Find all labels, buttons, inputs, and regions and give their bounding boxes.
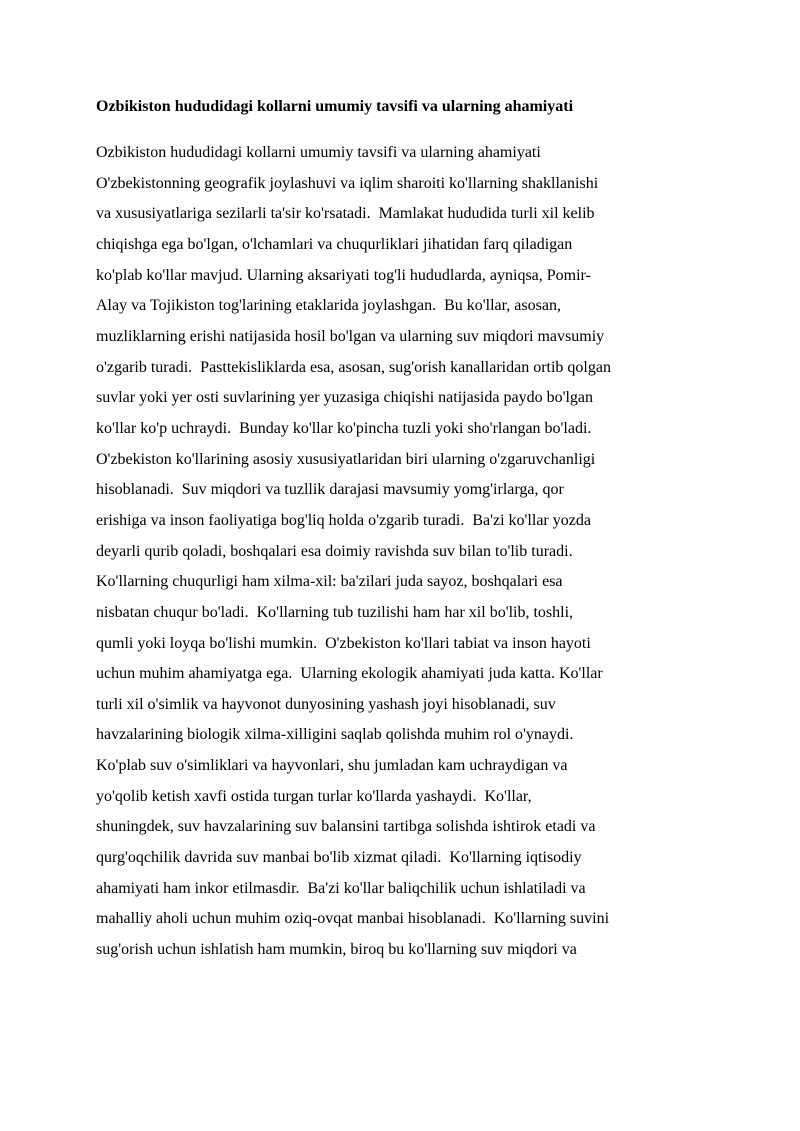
body-line: Alay va Tojikiston tog'larining etaklarida joylashgan. Bu ko'llar, asosan, [96,297,561,315]
body-line: yo'qolib ketish xavfi ostida turgan turlar ko'llarda yashaydi. Ko'llar, [96,787,532,805]
body-line: va xususiyatlariga sezilarli ta'sir ko'rsatadi. Mamlakat hududida turli xil kelib [96,205,595,223]
body-line: hisoblanadi. Suv miqdori va tuzllik darajasi mavsumiy yomg'irlarga, qor [96,481,564,499]
body-line: qurg'oqchilik davrida suv manbai bo'lib xizmat qiladi. Ko'llarning iqtisodiy [96,849,582,867]
document-body [96,138,716,966]
body-line: muzliklarning erishi natijasida hosil bo'lgan va ularning suv miqdori mavsumiy [96,327,605,345]
body-line: havzalarining biologik xilma-xilligini saqlab qolishda muhim rol o'ynaydi. [96,726,574,744]
body-line: ko'llar ko'p uchraydi. Bunday ko'llar ko'pincha tuzli yoki sho'rlangan bo'ladi. [96,419,592,437]
body-line: turli xil o'simlik va hayvonot dunyosining yashash joyi hisoblanadi, suv [96,695,556,713]
body-line: deyarli qurib qoladi, boshqalari esa doimiy ravishda suv bilan to'lib turadi. [96,542,573,560]
body-line: ko'plab ko'llar mavjud. Ularning aksariyati tog'li hududlarda, ayniqsa, Pomir- [96,266,591,284]
body-line: Ozbikiston hududidagi kollarni umumiy tavsifi va ularning ahamiyati [96,144,541,161]
body-line: O'zbekiston ko'llarining asosiy xususiyatlaridan biri ularning o'zgaruvchanligi [96,450,596,468]
body-line: shuningdek, suv havzalarining suv balansini tartibga solishda ishtirok etadi va [96,818,596,836]
body-line: O'zbekistonning geografik joylashuvi va iqlim sharoiti ko'llarning shakllanishi [96,174,599,192]
body-line: suvlar yoki yer osti suvlarining yer yuzasiga chiqishi natijasida paydo bo'lgan [96,389,593,407]
document-title: Ozbikiston hududidagi kollarni umumiy tavsifi va ularning ahamiyati [96,98,574,115]
body-line: Ko'llarning chuqurligi ham xilma-xil: ba'zilari juda sayoz, boshqalari esa [96,573,563,591]
body-line: erishiga va inson faoliyatiga bog'liq holda o'zgarib turadi. Ba'zi ko'llar yozda [96,511,591,529]
body-line: sug'orish uchun ishlatish ham mumkin, biroq bu ko'llarning suv miqdori va [96,941,577,959]
body-line: mahalliy aholi uchun muhim oziq-ovqat manbai hisoblanadi. Ko'llarning suvini [96,910,610,928]
body-line: ahamiyati ham inkor etilmasdir. Ba'zi ko'llar baliqchilik uchun ishlatiladi va [96,879,586,897]
body-line: qumli yoki loyqa bo'lishi mumkin. O'zbekiston ko'llari tabiat va inson hayoti [96,634,591,652]
body-line: chiqishga ega bo'lgan, o'lchamlari va chuqurliklari jihatidan farq qiladigan [96,235,573,253]
body-line: nisbatan chuqur bo'ladi. Ko'llarning tub tuzilishi ham har xil bo'lib, toshli, [96,603,574,621]
body-line: Ko'plab suv o'simliklari va hayvonlari, shu jumladan kam uchraydigan va [96,757,568,775]
body-line: o'zgarib turadi. Pasttekisliklarda esa, asosan, sug'orish kanallaridan ortib qolgan [96,358,611,376]
body-line: uchun muhim ahamiyatga ega. Ularning ekologik ahamiyati juda katta. Ko'llar [96,665,603,683]
